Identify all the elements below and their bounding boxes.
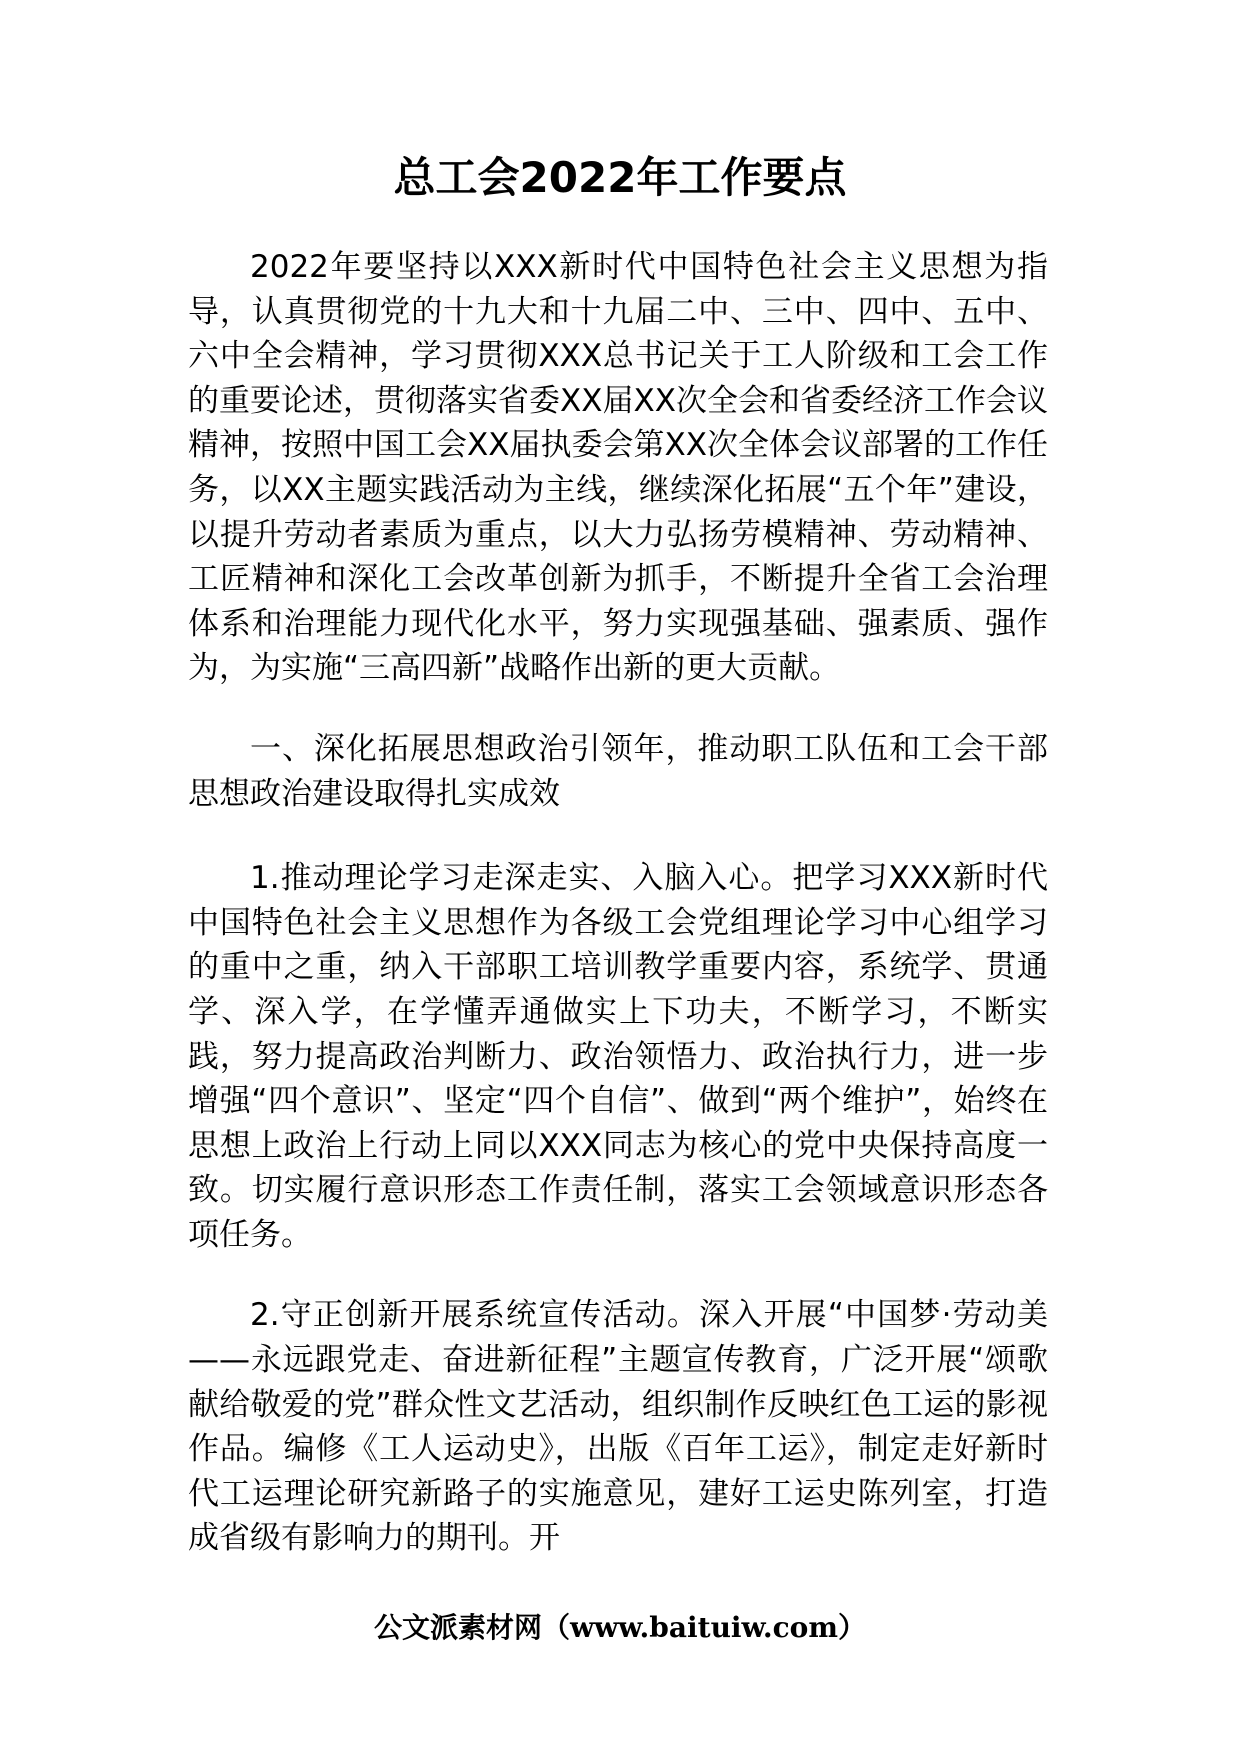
document-body xyxy=(188,245,1048,1597)
item-paragraph-1: 1.推动理论学习走深走实、入脑入心。把学习XXX新时代中国特色社会主义思想作为各级工会党组理论学习中心组学习的重中之重，纳入干部职工培训教学重要内容，系统学、贯通学、深入学，在学懂弄通做实上下功夫，不断学习，不断实践，努力提高政治判断力、政治领悟力、政治执行力，进一步增强“四个意识”、坚定“四个自信”、做到“两个维护”，始终在思想上政治上行动上同以XXX同志为核心的党中央保持高度一致。切实履行意识形态工作责任制，落实工会领域意识形态各项任务。 xyxy=(188,860,1048,1253)
document-title: 总工会2022年工作要点 xyxy=(393,153,847,202)
intro-paragraph: 2022年要坚持以XXX新时代中国特色社会主义思想为指导，认真贯彻党的十九大和十九届二中、三中、四中、五中、六中全会精神，学习贯彻XXX总书记关于工人阶级和工会工作的重要论述，贯彻落实省委XX届XX次全会和省委经济工作会议精神，按照中国工会XX届执委会第XX次全体会议部署的工作任务，以XX主题实践活动为主线，继续深化拓展“五个年”建设，以提升劳动者素质为重点，以大力弘扬劳模精神、劳动精神、工匠精神和深化工会改革创新为抓手，不断提升全省工会治理体系和治理能力现代化水平，努力实现强基础、强素质、强作为，为实施“三高四新”战略作出新的更大贡献。 xyxy=(188,249,1048,687)
section-heading-1: 一、深化拓展思想政治引领年，推动职工队伍和工会干部思想政治建设取得扎实成效 xyxy=(188,730,1048,812)
item-paragraph-2: 2.守正创新开展系统宣传活动。深入开展“中国梦·劳动美——永远跟党走、奋进新征程”主题宣传教育，广泛开展“颂歌献给敬爱的党”群众性文艺活动，组织制作反映红色工运的影视作品。编修《工人运动史》，出版《百年工运》，制定走好新时代工运理论研究新路子的实施意见，建好工运史陈列室，打造成省级有影响力的期刊。开 xyxy=(188,1297,1048,1557)
footer-source: 公文派素材网（www.baituiw.com） xyxy=(374,1611,866,1644)
